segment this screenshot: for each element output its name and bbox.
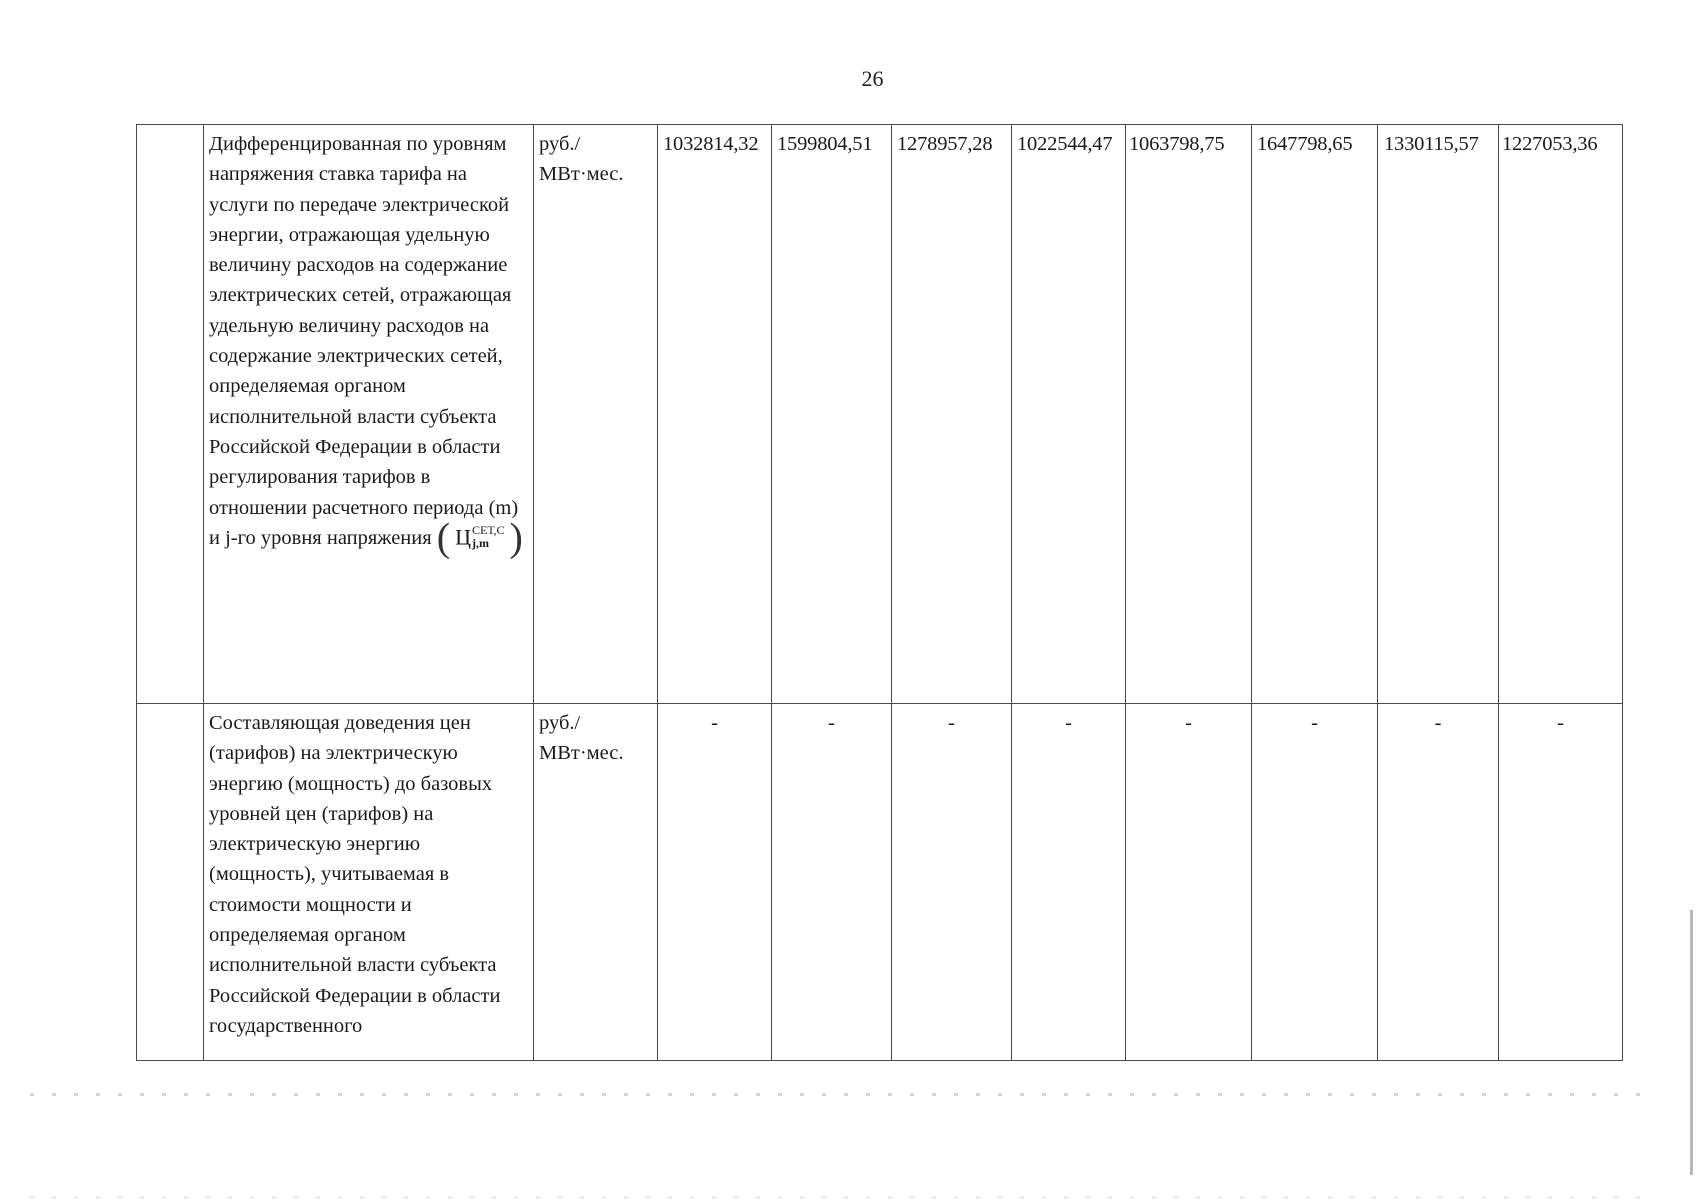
unit-line: руб./ [539,133,581,155]
scan-edge-artifact [1690,910,1693,1175]
value-cell: - [658,704,772,1061]
row-index-cell [137,125,204,704]
value-cell: 1647798,65 [1252,125,1378,704]
tariff-formula: ( Ц СЕТ,С j,m ) [436,514,523,560]
unit-line: МВт·мес. [539,742,624,765]
value-cell: 1278957,28 [892,125,1012,704]
description-cell: Составляющая доведения цен (тарифов) на электрическую энергию (мощность) до базовых уровней цен (тарифов) на электрическую энергию (мощность), учитываемая в стоимости мощности и определяемая органом исполнительной власти субъекта Российской Федерации в области государственного [204,704,534,1061]
value-cell: - [1252,704,1378,1061]
scan-artifact-line [30,1093,1640,1096]
value-cell: - [772,704,892,1061]
description-cell [204,125,534,704]
value-cell: - [892,704,1012,1061]
unit-line: МВт·мес. [539,163,624,186]
value-cell: 1599804,51 [772,125,892,704]
formula-symbol: Ц [455,524,472,550]
table-row [137,704,1623,1061]
value-cell: - [1012,704,1126,1061]
unit-cell [534,704,658,1061]
value-cell: - [1499,704,1623,1061]
row-index-cell [137,704,204,1061]
unit-line: руб./ [539,712,581,734]
value-cell: - [1378,704,1499,1061]
formula-superscript: СЕТ,С [472,523,505,538]
unit-cell [534,125,658,704]
value-cell: 1330115,57 [1378,125,1499,704]
scan-artifact-line [30,1196,1640,1199]
formula-subscript: j,m [472,536,490,551]
tariff-table [136,124,1623,1061]
value-cell: 1032814,32 [658,125,772,704]
value-cell: 1063798,75 [1126,125,1252,704]
value-cell: - [1126,704,1252,1061]
value-cell: 1022544,47 [1012,125,1126,704]
value-cell: 1227053,36 [1499,125,1623,704]
table-row [137,125,1623,704]
row-description: Дифференцированная по уровням напряжения ставка тарифа на услуги по передаче электрической энергии, отражающая удельную величину расходов на содержание электрических сетей, отражающая удельную величину расходов на содержание электрических сетей, определяемая органом исполнительной власти субъекта Российской Федерации в области регулирования тарифов в отношении расчетного периода (m) и j-го уровня напряжения [209,133,519,549]
page-number: 26 [861,66,884,91]
